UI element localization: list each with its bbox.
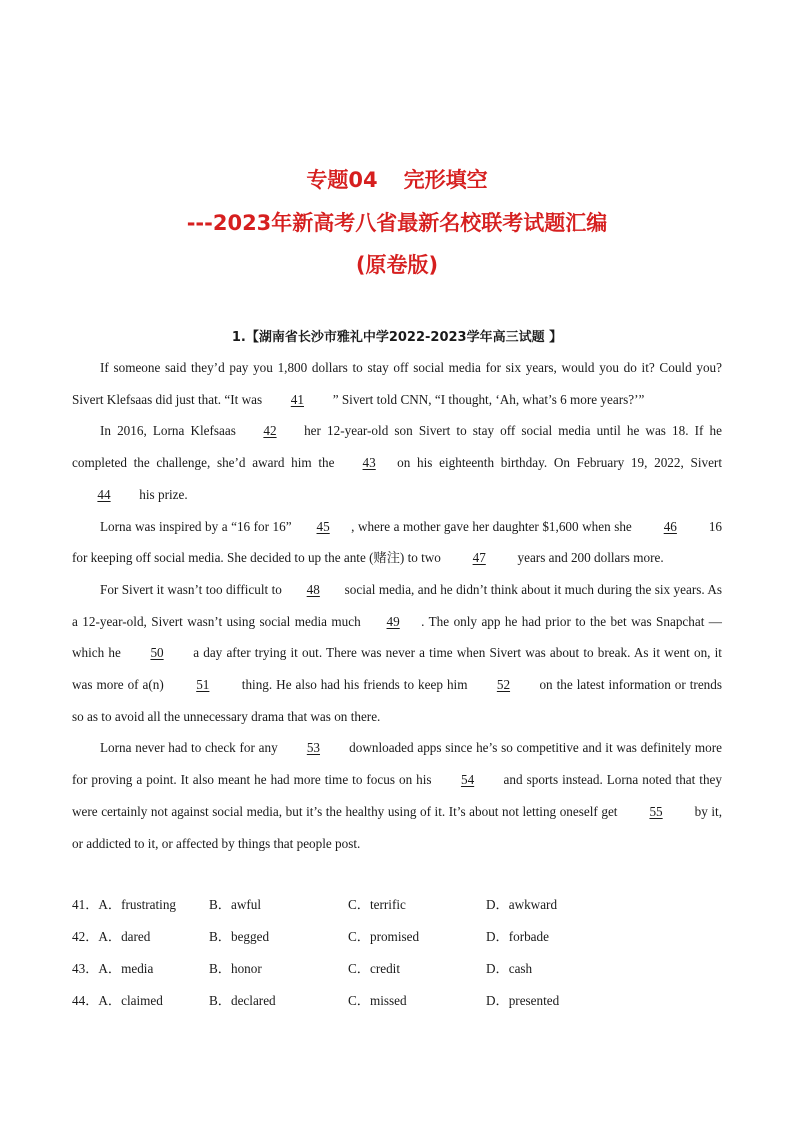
text: years and 200 dollars more. xyxy=(514,550,664,566)
blank-53: 53 xyxy=(306,740,320,756)
option-c: C．terrific xyxy=(348,897,406,912)
blank-55: 55 xyxy=(649,803,663,819)
paragraph-3 xyxy=(72,511,722,574)
text: her 12-year-old son Sivert to stay off social media until he was 18. If he completed the challenge, she’d award him the xyxy=(72,423,722,471)
blank-48: 48 xyxy=(306,581,320,597)
question-heading: 1.【湖南省长沙市雅礼中学2022-2023学年高三试题 】 xyxy=(231,330,563,345)
text: 16 for keeping off social media. She decided to up the ante (赌注) to two xyxy=(72,518,723,566)
option-row-42 xyxy=(72,921,722,953)
blank-51: 51 xyxy=(196,677,210,693)
text: his prize. xyxy=(136,486,188,502)
option-b: B．awful xyxy=(209,897,262,912)
option-c: C．promised xyxy=(348,929,420,944)
option-row-44 xyxy=(72,985,722,1017)
cloze-passage xyxy=(72,352,722,859)
paragraph-4 xyxy=(72,574,722,733)
blank-49: 49 xyxy=(386,613,400,629)
text: . The only app he had prior to the bet was Snapchat — which he xyxy=(72,613,722,661)
blank-42: 42 xyxy=(263,423,277,439)
paragraph-1 xyxy=(72,352,722,415)
blank-41: 41 xyxy=(290,391,304,407)
text: In 2016, Lorna Klefsaas xyxy=(100,423,242,439)
text: thing. He also had his friends to keep him xyxy=(237,677,472,693)
answer-options xyxy=(72,889,722,1017)
title-line-2: ---2023年新高考八省最新名校联考试题汇编 xyxy=(186,211,608,235)
text: ” Sivert told CNN, “I thought, ‘Ah, what’s 6 more years?’” xyxy=(329,391,645,407)
blank-50: 50 xyxy=(150,645,164,661)
text: social media, and he didn’t think about it much during the six years. As a 12-year-old, Sivert wasn’t using social media much xyxy=(72,581,722,629)
blank-54: 54 xyxy=(460,772,475,788)
paragraph-5 xyxy=(72,732,722,859)
title-line-3: (原卷版) xyxy=(355,253,439,277)
text: Lorna never had to check for any xyxy=(100,740,282,756)
option-a: 42．A．dared xyxy=(72,929,151,944)
option-a: 43．A．media xyxy=(72,961,154,976)
text: If someone said they’d pay you 1,800 dollars to stay off social media for six years, would you do it? Could you? Sivert Klefsaas did just that. “It was xyxy=(72,360,722,407)
option-d: D．presented xyxy=(486,993,560,1008)
text: on his eighteenth birthday. On February 19, 2022, Sivert xyxy=(397,455,722,471)
option-b: B．declared xyxy=(209,993,276,1008)
option-c: C．missed xyxy=(348,993,407,1008)
paragraph-2 xyxy=(72,415,722,510)
option-b: B．begged xyxy=(209,929,270,944)
blank-45: 45 xyxy=(316,518,330,534)
option-row-43 xyxy=(72,953,722,985)
text: downloaded apps since he’s so competitive and it was definitely more for proving a point. It also meant he had more time to focus on his xyxy=(72,740,722,788)
option-d: D．awkward xyxy=(486,897,558,912)
blank-44: 44 xyxy=(97,486,111,502)
text: on the latest information or trends so as to avoid all the unnecessary drama that was on there. xyxy=(72,677,722,724)
title-topic-name: 完形填空 xyxy=(403,168,488,192)
option-row-41 xyxy=(72,889,722,921)
text: and sports instead. Lorna noted that they were certainly not against social media, but it’s the healthy using of it. It’s about not letting oneself get xyxy=(72,772,723,819)
option-b: B．honor xyxy=(209,961,262,976)
text: by it, or addicted to it, or affected by things that people post. xyxy=(72,803,722,851)
text: Lorna was inspired by a “16 for 16” xyxy=(100,518,296,534)
title-line-1 xyxy=(0,164,794,194)
blank-46: 46 xyxy=(663,518,677,534)
option-d: D．forbade xyxy=(486,929,549,944)
text: , where a mother gave her daughter $1,600 when she xyxy=(351,518,636,534)
blank-47: 47 xyxy=(472,550,486,566)
option-a: 44．A．claimed xyxy=(72,993,163,1008)
option-c: C．credit xyxy=(348,961,401,976)
text: a day after trying it out. There was never a time when Sivert was about to break. As it went on, it was more of a(n) xyxy=(72,645,722,693)
text: For Sivert it wasn’t too difficult to xyxy=(100,581,286,597)
blank-43: 43 xyxy=(362,455,376,471)
option-d: D．cash xyxy=(486,961,533,976)
title-topic-number: 专题04 xyxy=(306,168,378,192)
blank-52: 52 xyxy=(496,677,511,693)
option-a: 41．A．frustrating xyxy=(72,897,177,912)
